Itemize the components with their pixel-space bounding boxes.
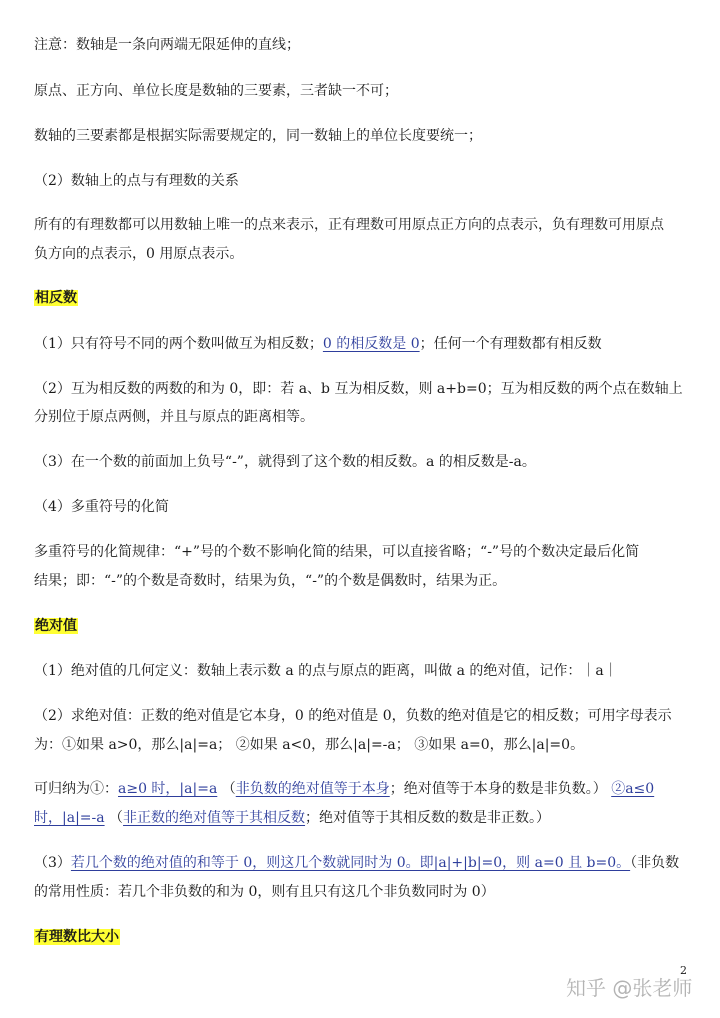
text-line: （3）在一个数的前面加上负号“-”，就得到了这个数的相反数。a 的相反数是-a。 <box>34 454 536 470</box>
watermark: 知乎 @张老师 <box>566 976 693 1000</box>
text-line: 的常用性质：若几个非负数的和为 0，则有且只有这几个非负数同时为 0） <box>34 884 495 900</box>
text-line: 数轴的三要素都是根据实际需要规定的，同一数轴上的单位长度要统一； <box>34 128 482 144</box>
underlined-rule: ②a≤0 <box>611 781 655 797</box>
text-line: （2）求绝对值：正数的绝对值是它本身，0 的绝对值是 0，负数的绝对值是它的相反数；可用字母表示 <box>34 708 672 724</box>
text-line: 为：①如果 a>0，那么|a|=a； ②如果 a<0，那么|a|=-a； ③如果 a=0，那么|a|=0。 <box>34 737 585 753</box>
text-line: 分别位于原点两侧，并且与原点的距离相等。 <box>34 409 314 425</box>
page-number: 2 <box>680 964 687 977</box>
text-line: 负方向的点表示，0 用原点表示。 <box>34 246 244 262</box>
text-line: （2）互为相反数的两数的和为 0，即：若 a、b 互为相反数，则 a+b=0；互为相反数的两个点在数轴上 <box>34 381 683 397</box>
text-line: （1）只有符号不同的两个数叫做互为相反数；0 的相反数是 0；任何一个有理数都有相反数 <box>34 336 602 352</box>
underlined-rule: a≥0 时，|a|=a <box>118 781 218 797</box>
text-line: 原点、正方向、单位长度是数轴的三要素，三者缺一不可； <box>34 83 398 99</box>
underlined-rule: 非负数的绝对值等于本身 <box>235 781 390 797</box>
underlined-rule: 若几个数的绝对值的和等于 0，则这几个数就同时为 0。即|a|+|b|=0，则 a=0 且 b=0。 <box>70 855 631 871</box>
text-line: （1）绝对值的几何定义：数轴上表示数 a 的点与原点的距离，叫做 a 的绝对值，记作：｜a｜ <box>34 663 618 679</box>
text-line: 可归纳为①：a≥0 时，|a|=a （非负数的绝对值等于本身；绝对值等于本身的数是非负数。） ②a≤0 <box>34 781 655 797</box>
text-line: 结果；即：“-”的个数是奇数时，结果为负，“-”的个数是偶数时，结果为正。 <box>34 573 507 589</box>
text-line: 注意：数轴是一条向两端无限延伸的直线； <box>34 37 300 53</box>
underlined-rule: 时，|a|=-a <box>34 810 105 826</box>
text-line: （3）若几个数的绝对值的和等于 0，则这几个数就同时为 0。即|a|+|b|=0，则 a=0 且 b=0。（非负数 <box>34 855 680 871</box>
section-heading-absolute: 绝对值 <box>35 618 77 634</box>
text-line: 时，|a|=-a （非正数的绝对值等于其相反数；绝对值等于其相反数的数是非正数。） <box>34 810 551 826</box>
text-line: 多重符号的化简规律：“+”号的个数不影响化简的结果，可以直接省略；“-”号的个数决定最后化简 <box>34 544 640 560</box>
underlined-rule: 非正数的绝对值等于其相反数 <box>123 810 306 826</box>
section-heading-compare: 有理数比大小 <box>35 929 119 945</box>
text-line: （4）多重符号的化简 <box>34 499 169 515</box>
text-line: 所有的有理数都可以用数轴上唯一的点来表示，正有理数可用原点正方向的点表示，负有理数可用原点 <box>34 217 664 233</box>
text-line: （2）数轴上的点与有理数的关系 <box>34 173 239 189</box>
section-heading-opposite: 相反数 <box>35 290 77 306</box>
underlined-rule: 0 的相反数是 0 <box>322 336 420 352</box>
